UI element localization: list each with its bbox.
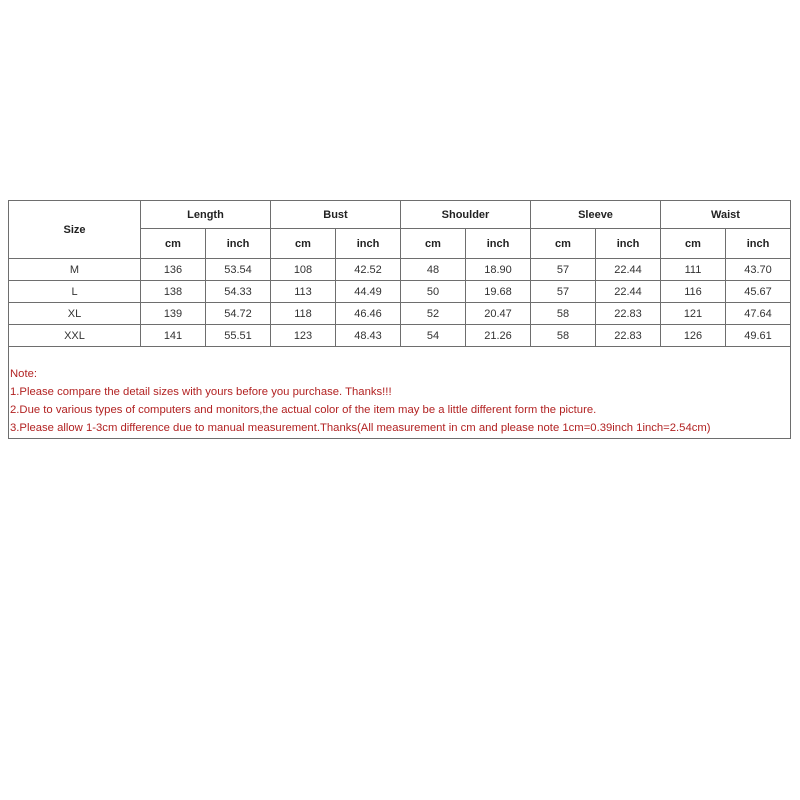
value-cell: 46.46 — [336, 303, 401, 325]
value-cell: 54 — [401, 325, 466, 347]
size-cell: XXL — [9, 325, 141, 347]
value-cell: 108 — [271, 259, 336, 281]
unit-header-cm: cm — [661, 229, 726, 259]
value-cell: 57 — [531, 281, 596, 303]
size-column-header: Size — [9, 201, 141, 259]
value-cell: 48.43 — [336, 325, 401, 347]
size-chart — [8, 200, 791, 439]
value-cell: 58 — [531, 303, 596, 325]
unit-header-inch: inch — [726, 229, 791, 259]
size-table — [8, 200, 791, 347]
unit-header-cm: cm — [271, 229, 336, 259]
value-cell: 45.67 — [726, 281, 791, 303]
value-cell: 54.72 — [206, 303, 271, 325]
value-cell: 48 — [401, 259, 466, 281]
value-cell: 55.51 — [206, 325, 271, 347]
bust-header: Bust — [271, 201, 401, 229]
table-row — [9, 281, 791, 303]
value-cell: 111 — [661, 259, 726, 281]
value-cell: 43.70 — [726, 259, 791, 281]
table-row — [9, 325, 791, 347]
value-cell: 141 — [141, 325, 206, 347]
value-cell: 139 — [141, 303, 206, 325]
value-cell: 116 — [661, 281, 726, 303]
value-cell: 54.33 — [206, 281, 271, 303]
unit-header-inch: inch — [206, 229, 271, 259]
note-line: 2.Due to various types of computers and monitors,the actual color of the item may be a little different form the picture. — [10, 404, 597, 416]
value-cell: 22.83 — [596, 325, 661, 347]
length-header: Length — [141, 201, 271, 229]
value-cell: 126 — [661, 325, 726, 347]
value-cell: 19.68 — [466, 281, 531, 303]
size-cell: XL — [9, 303, 141, 325]
value-cell: 20.47 — [466, 303, 531, 325]
value-cell: 49.61 — [726, 325, 791, 347]
value-cell: 53.54 — [206, 259, 271, 281]
value-cell: 22.83 — [596, 303, 661, 325]
value-cell: 22.44 — [596, 281, 661, 303]
value-cell: 18.90 — [466, 259, 531, 281]
value-cell: 113 — [271, 281, 336, 303]
value-cell: 57 — [531, 259, 596, 281]
value-cell: 136 — [141, 259, 206, 281]
value-cell: 58 — [531, 325, 596, 347]
sleeve-header: Sleeve — [531, 201, 661, 229]
value-cell: 42.52 — [336, 259, 401, 281]
unit-header-cm: cm — [401, 229, 466, 259]
table-row — [9, 259, 791, 281]
waist-header: Waist — [661, 201, 791, 229]
group-header-row — [9, 201, 791, 229]
value-cell: 50 — [401, 281, 466, 303]
size-cell: L — [9, 281, 141, 303]
value-cell: 22.44 — [596, 259, 661, 281]
value-cell: 121 — [661, 303, 726, 325]
value-cell: 52 — [401, 303, 466, 325]
notes-heading: Note: — [10, 368, 38, 380]
size-cell: M — [9, 259, 141, 281]
note-line: 1.Please compare the detail sizes with yours before you purchase. Thanks!!! — [10, 386, 392, 398]
value-cell: 44.49 — [336, 281, 401, 303]
value-cell: 47.64 — [726, 303, 791, 325]
notes-box — [8, 347, 791, 439]
note-line: 3.Please allow 1-3cm difference due to manual measurement.Thanks(All measurement in cm and please note 1cm=0.39inch 1inch=2.54cm) — [10, 422, 711, 434]
unit-header-inch: inch — [596, 229, 661, 259]
unit-header-cm: cm — [141, 229, 206, 259]
value-cell: 138 — [141, 281, 206, 303]
shoulder-header: Shoulder — [401, 201, 531, 229]
value-cell: 21.26 — [466, 325, 531, 347]
unit-header-inch: inch — [466, 229, 531, 259]
value-cell: 118 — [271, 303, 336, 325]
value-cell: 123 — [271, 325, 336, 347]
unit-header-inch: inch — [336, 229, 401, 259]
table-row — [9, 303, 791, 325]
unit-header-cm: cm — [531, 229, 596, 259]
